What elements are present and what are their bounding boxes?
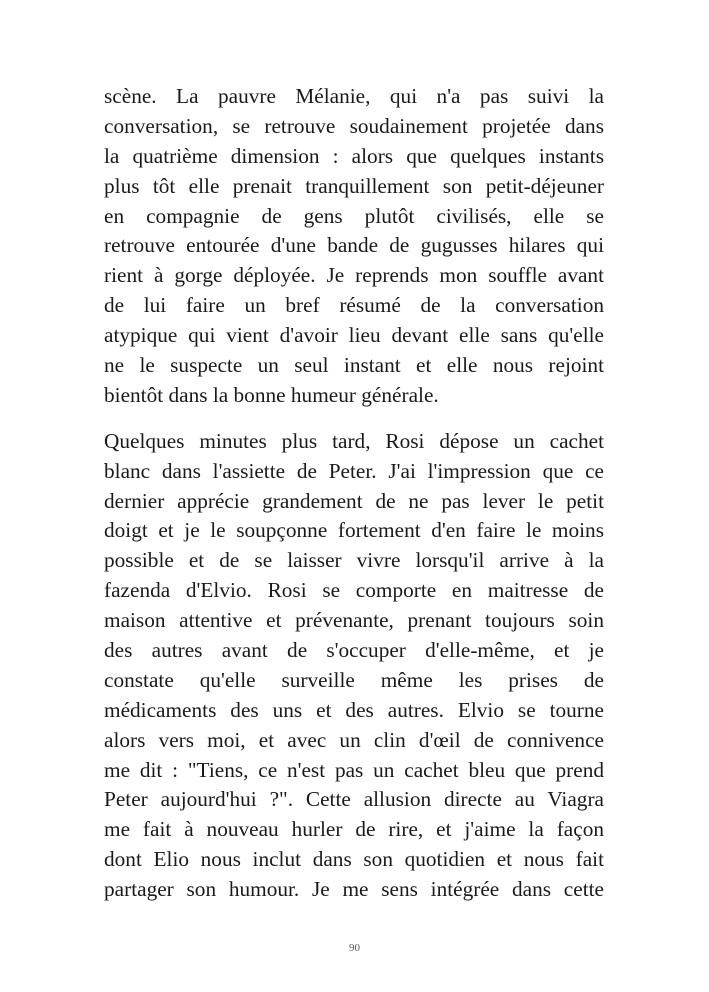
text-line: des autres avant de s'occuper d'elle-même, et je [104,638,604,663]
text-line: doigt et je le soupçonne fortement d'en faire le moins [104,518,604,543]
text-line: en compagnie de gens plutôt civilisés, elle se [104,203,604,228]
paragraph-gap [104,411,604,427]
text-line: bientôt dans la bonne humeur générale. [104,382,439,407]
text-line: médicaments des uns et des autres. Elvio se tourne [104,697,604,722]
paragraph-2 [104,427,604,905]
text-line: me dit : "Tiens, ce n'est pas un cachet bleu que prend [104,757,604,782]
text-line: rient à gorge déployée. Je reprends mon souffle avant [104,263,604,288]
text-line: scène. La pauvre Mélanie, qui n'a pas suivi la [104,84,604,108]
body-text [104,82,604,905]
text-line: possible et de se laisser vivre lorsqu'il arrive à la [104,548,604,573]
text-line: de lui faire un bref résumé de la conversation [104,293,604,318]
text-line: Peter aujourd'hui ?". Cette allusion directe au Viagra [104,787,604,812]
text-line: me fait à nouveau hurler de rire, et j'aime la façon [104,817,604,842]
text-line: dont Elio nous inclut dans son quotidien et nous fait [104,847,604,872]
page-number: 90 [349,942,360,954]
paragraph-1 [104,82,604,411]
text-line: Quelques minutes plus tard, Rosi dépose un cachet [104,428,604,453]
text-line: atypique qui vient d'avoir lieu devant elle sans qu'elle [104,323,604,348]
text-line: alors vers moi, et avec un clin d'œil de connivence [104,727,604,752]
text-line: plus tôt elle prenait tranquillement son petit-déjeuner [104,173,604,198]
text-line: dernier apprécie grandement de ne pas lever le petit [104,488,604,513]
text-line: constate qu'elle surveille même les prises de [104,667,604,692]
text-line: partager son humour. Je me sens intégrée dans cette [104,877,604,902]
text-line: conversation, se retrouve soudainement projetée dans [104,113,604,138]
text-line: ne le suspecte un seul instant et elle nous rejoint [104,353,604,378]
text-line: blanc dans l'assiette de Peter. J'ai l'impression que ce [104,458,604,483]
text-line: maison attentive et prévenante, prenant toujours soin [104,608,604,633]
text-line: la quatrième dimension : alors que quelques instants [104,143,604,168]
text-line: fazenda d'Elvio. Rosi se comporte en maitresse de [104,578,604,603]
text-line: retrouve entourée d'une bande de gugusses hilares qui [104,233,604,258]
